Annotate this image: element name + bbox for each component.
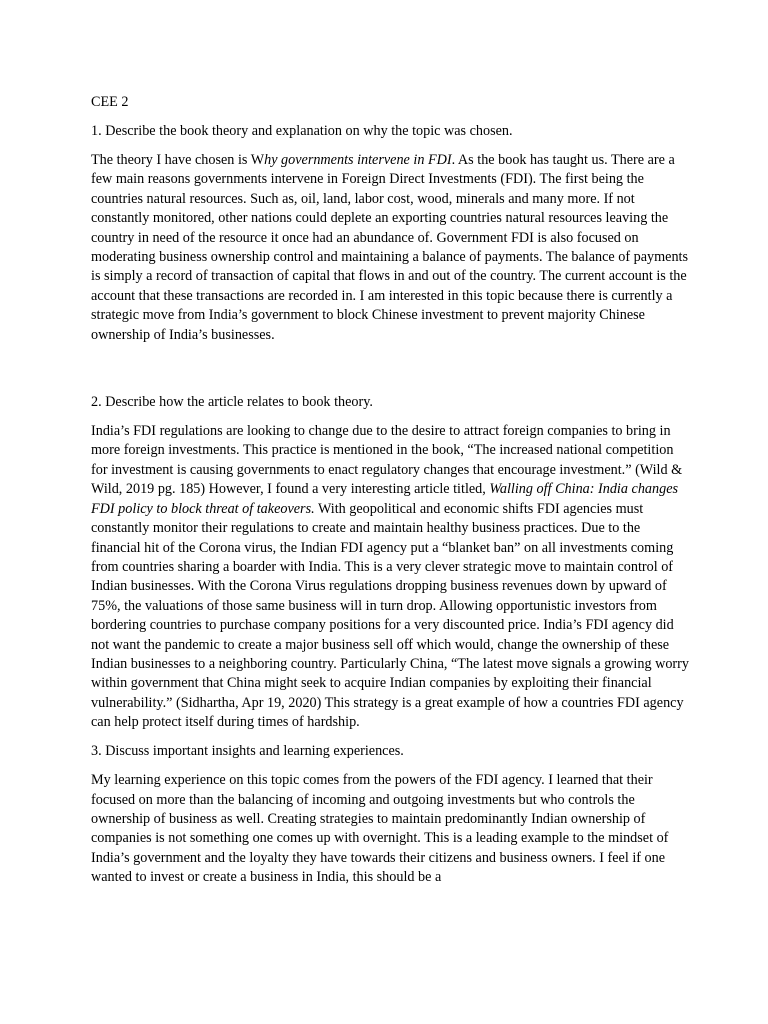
question-2: 2. Describe how the article relates to book theory. xyxy=(91,394,373,411)
answer-2-text-end: With geopolitical and economic shifts FDI agencies must constantly monitor their regulations to create and maintain healthy business practices. Due to the financial hit of the Corona virus, the Indian FDI agency put a “blanket ban” on all investments coming from countries sharing a boarder with India. This is a very clever strategic move to maintain control of Indian businesses. With the Corona Virus regulations dropping business revenues down by upward of 75%, the valuations of those same business will in turn drop. Allowing opportunistic investors from bordering countries to purchase company positions for a very discounted price. India’s FDI agency did not want the pandemic to create a major business sell off which would, change the ownership of these Indian businesses to a neighboring country. Particularly China, “The latest move signals a growing worry within government that China might seek to acquire Indian companies by exploiting their financial vulnerability.” (Sidhartha, Apr 19, 2020) This strategy is a great example of how a countries FDI agency can help protect itself during times of hardship. xyxy=(91,500,689,731)
answer-1 xyxy=(91,151,691,345)
document-page xyxy=(91,93,691,897)
answer-2 xyxy=(91,422,691,733)
answer-1-text-start: The theory I have chosen is W xyxy=(91,152,265,168)
answer-3: My learning experience on this topic comes from the powers of the FDI agency. I learned that their focused on more than the balancing of incoming and outgoing investments but who controls the ownership of business as well. Creating strategies to maintain predominantly Indian ownership of companies is not something one comes up with overnight. This is a leading example to the mindset of India’s government and the loyalty they have towards their citizens and business owners. I feel if one wanted to invest or create a business in India, this should be a xyxy=(91,772,669,886)
answer-2-text-start: India’s FDI regulations are looking to change due to the desire to attract foreign companies to bring in more foreign investments. This practice is mentioned in the book, “The increased national competition for investment is causing governments to enact regulatory changes that encourage investment.” (Wild & Wild, 2019 pg. 185) However, I found a very interesting article titled, xyxy=(91,423,683,498)
question-3: 3. Discuss important insights and learning experiences. xyxy=(91,743,404,760)
answer-1-text-end: . As the book has taught us. There are a few main reasons governments intervene in Foreign Direct Investments (FDI). The first being the countries natural resources. Such as, oil, land, labor cost, wood, minerals and many more. If not constantly monitored, other nations could deplete an exporting countries natural resources leaving the country in need of the resource it once had an abundance of. Government FDI is also focused on moderating business ownership control and maintaining a balance of payments. The balance of payments is simply a record of transaction of capital that flows in and out of the country. The current account is the account that these transactions are recorded in. I am interested in this topic because there is currently a strategic move from India’s government to block Chinese investment to prevent majority Chinese ownership of India’s businesses. xyxy=(91,152,689,343)
answer-2-italic-article-title: Walling off China: India changes FDI policy to block threat of takeovers. xyxy=(91,481,679,517)
document-title: CEE 2 xyxy=(91,94,129,110)
answer-1-italic-topic: hy governments intervene in FDI xyxy=(264,152,452,168)
question-1: 1. Describe the book theory and explanation on why the topic was chosen. xyxy=(91,123,513,139)
